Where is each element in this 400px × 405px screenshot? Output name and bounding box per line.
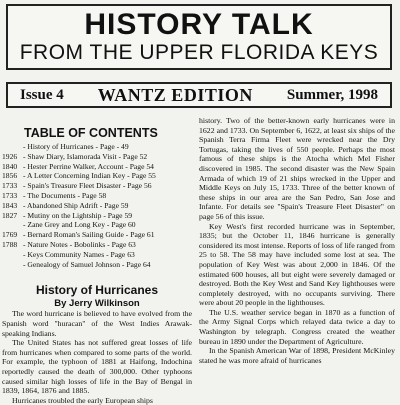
issue-date: Summer, 1998 <box>286 86 378 103</box>
toc-item-text: - Abandoned Ship Adrift - Page 59 <box>23 200 129 210</box>
toc-item-text: - Mutiny on the Lightship - Page 59 <box>23 210 133 220</box>
toc-item-text: - A Letter Concerning Indian Key - Page 55 <box>23 171 156 181</box>
toc-item-text: - The Documents - Page 58 <box>23 190 107 200</box>
toc-item-year: 1769 <box>2 230 18 240</box>
toc-item-year: 1788 <box>2 239 18 249</box>
left-column <box>2 116 192 405</box>
article-paragraph: history. Two of the better-known early hurricanes were in 1622 and 1733. On September 6, 1622, at least six ships of the Spanish Terra Firma Fleet were wrecked near the Dry Tortugas, taking the lives of 550 people. Perhaps the most famous of these ships is the Atocha which Mel Fisher discovered in 1985. The second disaster was the New Spain Armada of which 19 of 21 ships wrecked in the Upper and Middle Keys on July 15, 1733. Three of the better known of these ships in our area are the San Pedro, San Jose and Infante. For details see "Spain's Treasure Fleet Disaster" on page 56 of this issue. <box>199 116 395 221</box>
toc-item-year: 1840 <box>2 161 18 171</box>
right-column <box>199 116 395 400</box>
toc-item-year: 1926 <box>2 151 18 161</box>
toc-item-year: 1733 <box>2 181 18 191</box>
toc-item <box>2 162 192 172</box>
article-paragraph: The U.S. weather service began in 1870 as a function of the Army Signal Corps which relayed data twice a day to Washington by telegraph. Congress created the weather bureau in 1890 under the Department of Agriculture. <box>199 307 395 346</box>
toc-item <box>2 250 192 260</box>
issue-number: Issue 4 <box>20 86 64 103</box>
article-byline: By Jerry Wilkinson <box>54 298 140 310</box>
issue-bar <box>6 82 392 108</box>
toc-item <box>2 230 192 240</box>
masthead <box>6 4 392 70</box>
toc-item-text: - Hester Perrine Walker, Account - Page 54 <box>23 161 154 171</box>
article-paragraph: Hurricanes troubled the early European ships <box>12 395 153 405</box>
toc-item-text: - Spain's Treasure Fleet Disaster - Page 56 <box>23 181 152 191</box>
article-paragraph: In the Spanish American War of 1898, President McKinley stated he was more afraid of hurricanes <box>199 346 395 365</box>
toc-item <box>2 191 192 201</box>
article-body-right <box>199 116 395 365</box>
toc-item-text: - Keys Community Names - Page 63 <box>23 249 135 259</box>
article-title: History of Hurricanes <box>35 283 159 298</box>
toc-item-text: - Genealogy of Samuel Johnson - Page 64 <box>23 259 151 269</box>
toc-item-text: - Bernard Roman's Sailing Guide - Page 61 <box>23 230 155 240</box>
toc-item-text: - Zane Grey and Long Key - Page 60 <box>23 220 136 230</box>
toc-item <box>2 260 192 270</box>
toc-item-year: 1843 <box>2 200 18 210</box>
toc-item-text: - Shaw Diary, Islamorada Visit - Page 52 <box>23 151 148 161</box>
toc-list <box>2 142 192 269</box>
edition-name: WANTZ EDITION <box>97 84 253 105</box>
article-paragraph: Key West's first recorded hurricane was in September, 1835; but the October 11, 1846 hurricane is generally considered its most intense. Reports of loss of life ranged from 25 to 58. The 58 may have included some lost at sea. The population of Key West was about 2,000 in 1846. Of the estimated 600 houses, all but eight were severely damaged or destroyed. Both the Key West and Sand Key lighthouses were completely destroyed, with no occupants surviving. There were about 20 people in the lighthouses. <box>199 221 395 308</box>
toc-item <box>2 142 192 152</box>
toc-item <box>2 181 192 191</box>
toc-item-text: - History of Hurricanes - Page - 49 <box>23 142 129 151</box>
toc-item-year: 1827 <box>2 210 18 220</box>
toc-item <box>2 201 192 211</box>
toc-item <box>2 152 192 162</box>
toc-item-year: 1733 <box>2 190 18 200</box>
toc-item <box>2 171 192 181</box>
toc-item <box>2 211 192 221</box>
toc-item <box>2 240 192 250</box>
toc-item <box>2 220 192 230</box>
article-paragraph: The United States has not suffered great losses of life from hurricanes when compared to some parts of the world. For example, the typhoon of 1881 at Haifong, Indochina reportedly caused the death of 300,000. Other typhoons caused similar high losses of life in the Bay of Bengal in 1839, 1864, 1876 and 1885. <box>2 338 192 396</box>
article-body-left <box>2 309 192 405</box>
toc-item-text: - Nature Notes - Bobolinks - Page 63 <box>23 239 136 249</box>
newsletter-title: HISTORY TALK <box>84 8 314 41</box>
toc-item-year: 1856 <box>2 171 18 181</box>
article-paragraph: The word hurricane is believed to have evolved from the Spanish word "huracan" of the West Indies Arawak-speaking Indians. <box>2 309 192 338</box>
toc-title: TABLE OF CONTENTS <box>24 126 158 140</box>
newsletter-subtitle: FROM THE UPPER FLORIDA KEYS <box>19 41 379 64</box>
